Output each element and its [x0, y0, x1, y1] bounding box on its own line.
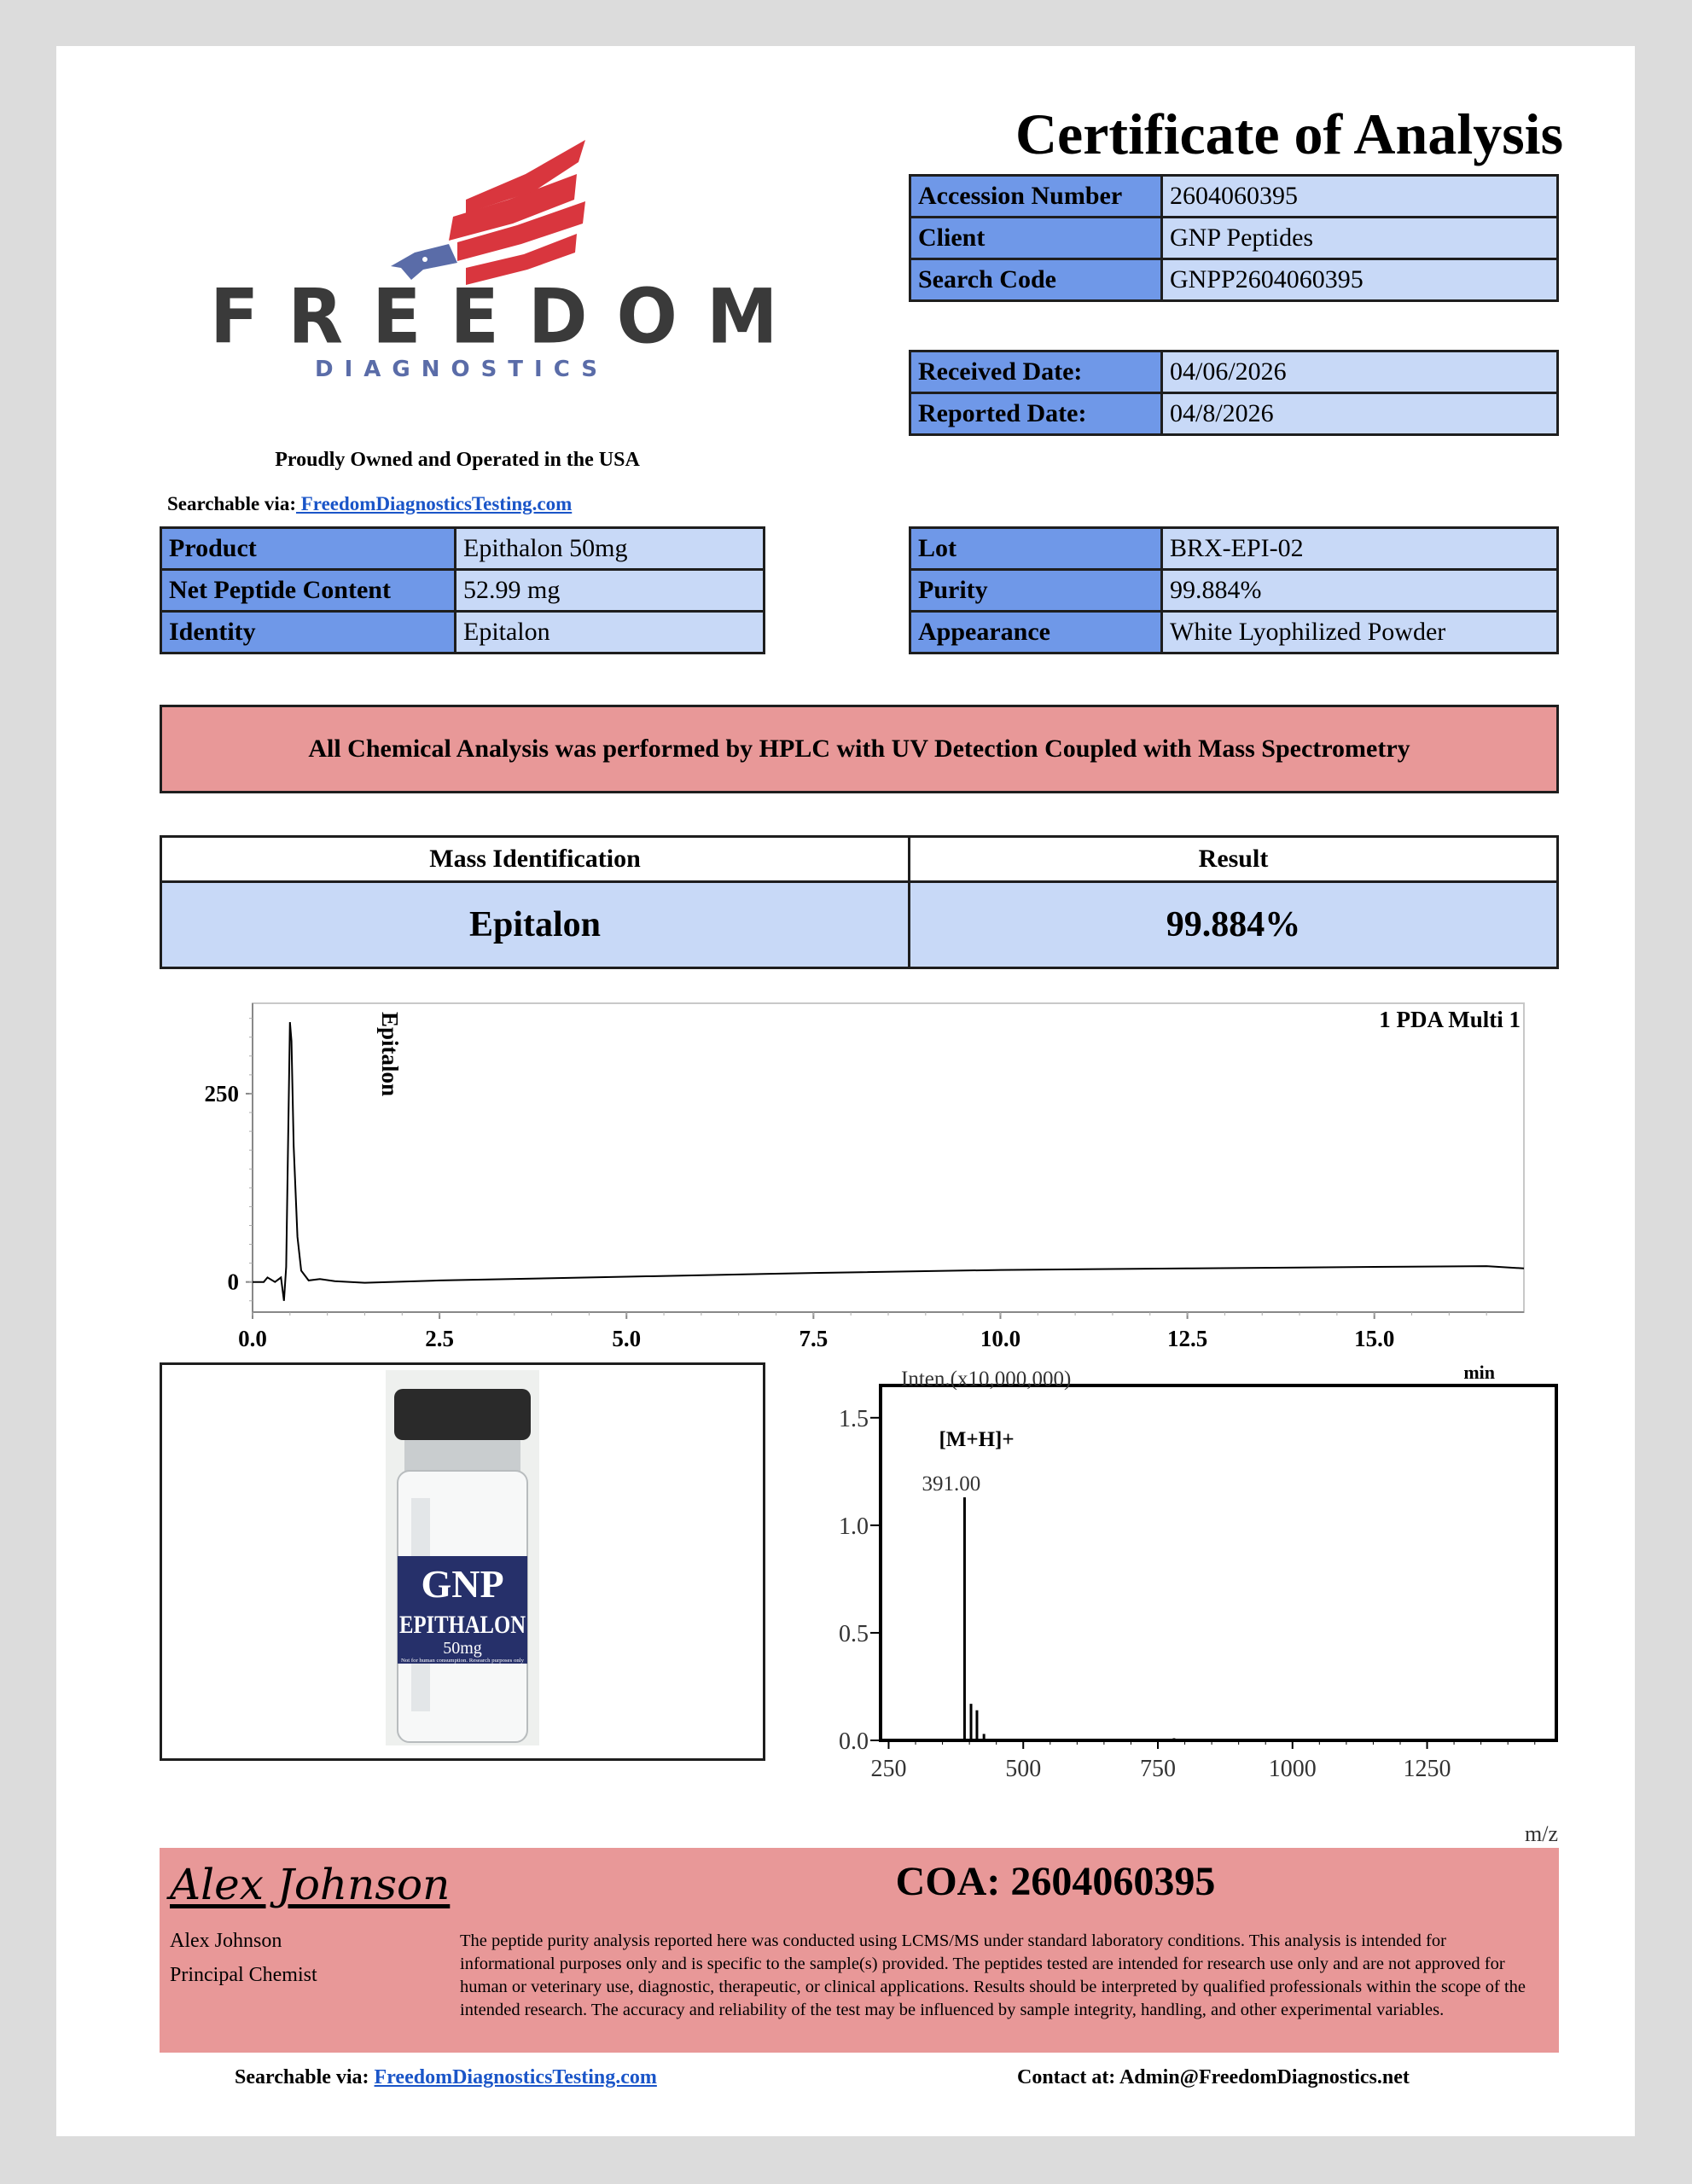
column-header: Mass Identification	[161, 837, 910, 882]
signer-role: Principal Chemist	[170, 1964, 317, 1986]
row-key: Reported Date:	[910, 393, 1162, 435]
x-tick-label: 15.0	[1354, 1326, 1395, 1351]
x-tick-label: 10.0	[980, 1326, 1021, 1351]
signature-footer	[160, 1848, 1559, 2053]
vial-neck	[404, 1440, 520, 1471]
vial-warning: Not for human consumption. Research purposes only	[401, 1658, 510, 1664]
table-row	[910, 570, 1558, 612]
y-tick-label: 0	[227, 1269, 239, 1295]
row-value: White Lyophilized Powder	[1162, 612, 1558, 653]
logo-subtitle: DIAGNOSTICS	[314, 357, 608, 382]
mass-table	[160, 835, 1559, 969]
vial-cap	[394, 1389, 531, 1440]
row-value: BRX-EPI-02	[1162, 528, 1558, 570]
vial-photo-frame	[160, 1362, 765, 1761]
product-table	[160, 526, 765, 654]
row-value: 04/06/2026	[1162, 351, 1558, 393]
row-key: Client	[910, 218, 1162, 259]
searchable-label: Searchable via:	[167, 493, 296, 514]
x-tick-label: 7.5	[799, 1326, 829, 1351]
x-tick-label: 750	[1140, 1756, 1177, 1782]
lot-table	[909, 526, 1559, 654]
row-value: Epithalon 50mg	[456, 528, 765, 570]
row-key: Identity	[161, 612, 456, 653]
table-row	[910, 612, 1558, 653]
x-tick-label: 2.5	[425, 1326, 454, 1351]
table-row	[910, 218, 1558, 259]
row-value: 99.884%	[1162, 570, 1558, 612]
row-key: Appearance	[910, 612, 1162, 653]
hplc-chromatogram	[184, 993, 1584, 1403]
peak-value-label: 391.00	[922, 1472, 981, 1496]
contact-email: Contact at: Admin@FreedomDiagnostics.net	[1017, 2066, 1410, 2088]
vial-image	[386, 1370, 539, 1745]
searchable-link[interactable]: FreedomDiagnosticsTesting.com	[374, 2066, 657, 2088]
searchable-label: Searchable via:	[235, 2066, 369, 2088]
row-key: Net Peptide Content	[161, 570, 456, 612]
row-value: 2604060395	[1162, 176, 1558, 218]
y-tick-label: 0.5	[839, 1620, 869, 1647]
plot-frame	[253, 1003, 1524, 1312]
row-key: Purity	[910, 570, 1162, 612]
x-tick-label: 1250	[1403, 1756, 1451, 1782]
x-tick-label: 1000	[1268, 1756, 1317, 1782]
vial-dose: 50mg	[443, 1639, 482, 1658]
peak-ion-label: [M+H]+	[939, 1428, 1015, 1452]
table-row	[161, 570, 765, 612]
accession-table	[909, 174, 1559, 302]
vial-brand: GNP	[421, 1562, 504, 1606]
x-axis-label: min	[1463, 1362, 1495, 1383]
peak-label: Epitalon	[377, 1012, 403, 1097]
table-row	[910, 393, 1558, 435]
mass-result: 99.884%	[910, 882, 1558, 968]
row-value: 52.99 mg	[456, 570, 765, 612]
logo-wordmark: FREEDOM	[210, 272, 807, 361]
searchable-top	[167, 493, 572, 515]
intensity-axis-label: Inten.(x10,000,000)	[901, 1368, 1072, 1391]
x-tick-label: 12.5	[1166, 1326, 1208, 1351]
signature: Alex Johnson	[170, 1860, 451, 1909]
table-row	[910, 176, 1558, 218]
x-tick-label: 500	[1005, 1756, 1042, 1782]
tagline: Proudly Owned and Operated in the USA	[275, 449, 640, 471]
table-row	[161, 612, 765, 653]
table-row	[910, 259, 1558, 301]
coa-number: COA: 2604060395	[895, 1859, 1216, 1904]
row-key: Accession Number	[910, 176, 1162, 218]
row-value: GNP Peptides	[1162, 218, 1558, 259]
signer-name: Alex Johnson	[170, 1930, 282, 1952]
dates-table	[909, 350, 1559, 436]
mass-spectrum	[790, 1360, 1601, 1846]
row-key: Lot	[910, 528, 1162, 570]
mass-identity: Epitalon	[161, 882, 910, 968]
table-row	[910, 351, 1558, 393]
searchable-bottom	[235, 2066, 657, 2089]
x-tick-label: 5.0	[612, 1326, 642, 1351]
chart-title: 1 PDA Multi 1	[1379, 1007, 1520, 1032]
table-header-row	[161, 837, 1558, 882]
disclaimer-text: The peptide purity analysis reported here was conducted using LCMS/MS under standard laboratory conditions. This analysis is intended for informational purposes only and is specific to the sample(s) provided. The peptides tested are intended for research use only and are not approved for human or veterinary use, diagnostic, therapeutic, or clinical applications. Results should be interpreted by qualified professionals within the scope of the intended research. The accuracy and reliability of the test may be influenced by sample integrity, handling, and other experimental variables.	[460, 1931, 1526, 2019]
row-key: Received Date:	[910, 351, 1162, 393]
row-value: 04/8/2026	[1162, 393, 1558, 435]
row-value: Epitalon	[456, 612, 765, 653]
x-tick-label: 250	[870, 1756, 907, 1782]
searchable-link[interactable]: FreedomDiagnosticsTesting.com	[295, 493, 573, 514]
y-tick-label: 250	[204, 1080, 239, 1107]
mz-axis-label: m/z	[1525, 1821, 1558, 1846]
certificate-page	[56, 46, 1635, 2136]
chromatogram-trace	[253, 1022, 1524, 1301]
column-header: Result	[910, 837, 1558, 882]
row-value: GNPP2604060395	[1162, 259, 1558, 301]
table-row	[161, 882, 1558, 968]
row-key: Product	[161, 528, 456, 570]
y-tick-label: 1.0	[839, 1513, 869, 1540]
y-tick-label: 0.0	[839, 1728, 869, 1755]
table-row	[910, 528, 1558, 570]
row-key: Search Code	[910, 259, 1162, 301]
table-row	[161, 528, 765, 570]
page-title: Certificate of Analysis	[1015, 102, 1564, 166]
x-tick-label: 0.0	[238, 1326, 267, 1351]
method-banner: All Chemical Analysis was performed by HPLC with UV Detection Coupled with Mass Spectrometry	[160, 705, 1559, 793]
y-tick-label: 1.5	[839, 1405, 869, 1432]
vial-name: EPITHALON	[399, 1611, 526, 1639]
